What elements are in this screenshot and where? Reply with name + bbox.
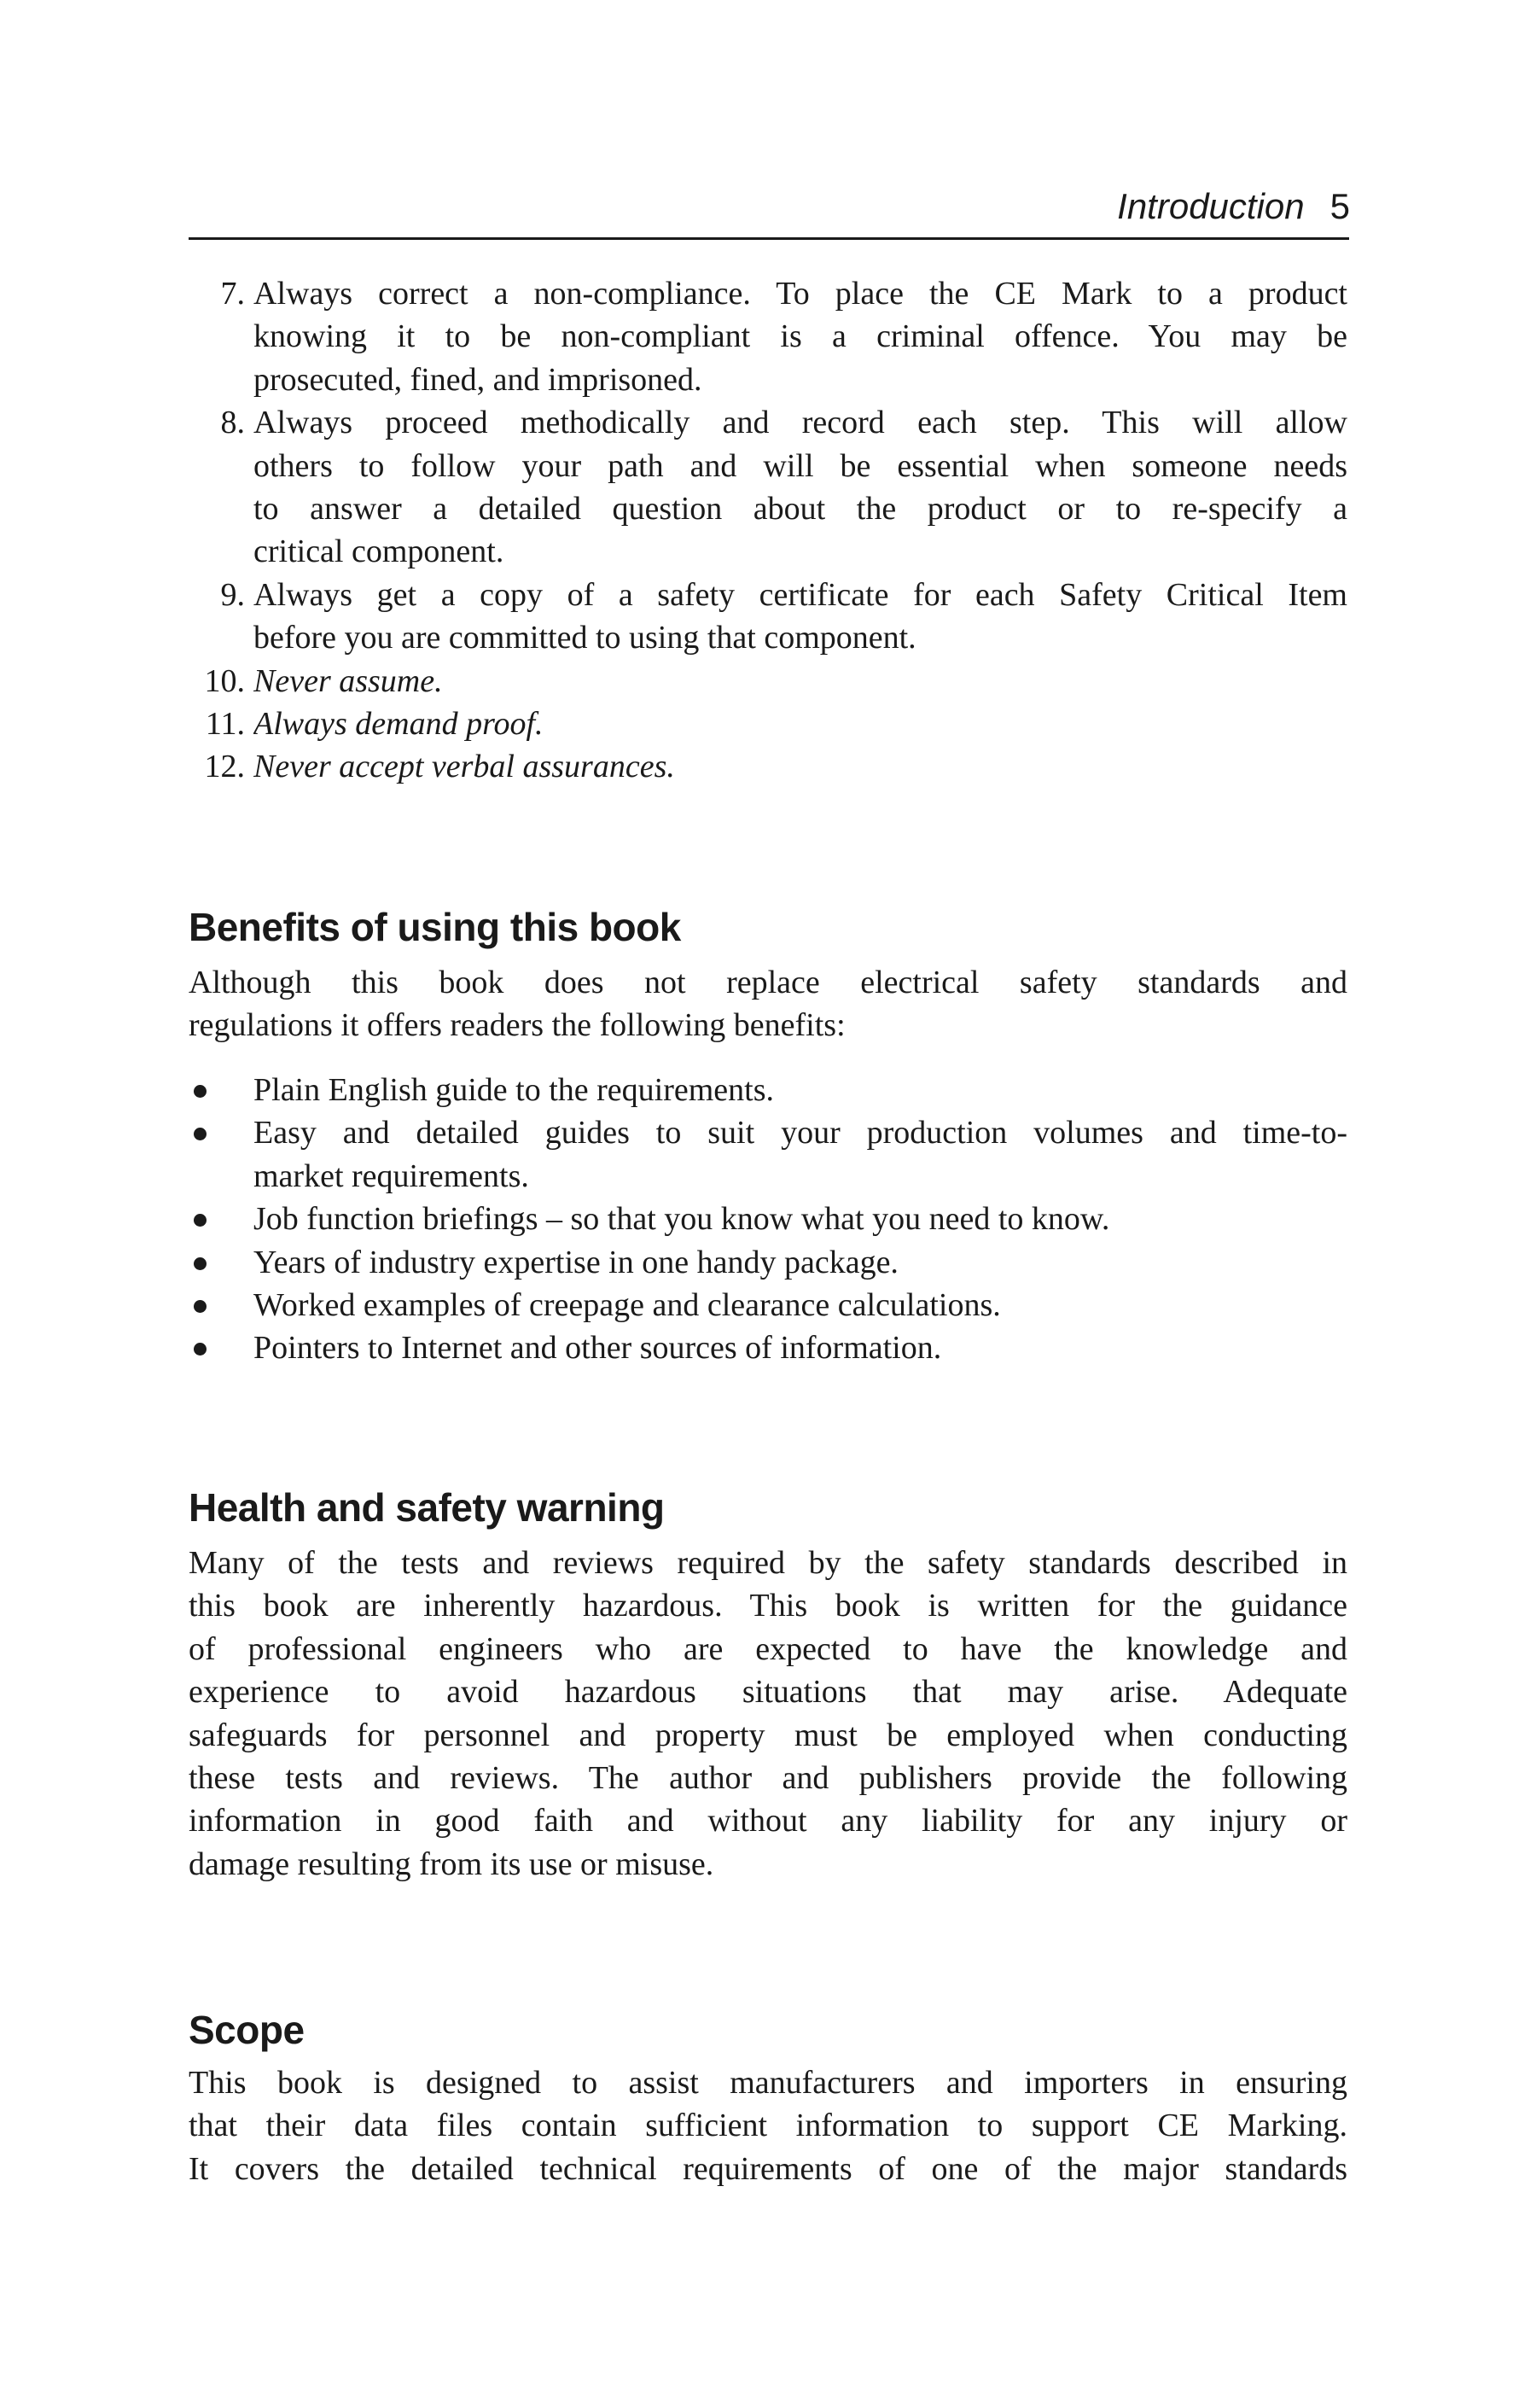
text-line — [189, 660, 1347, 703]
line-text: market requirements. — [253, 1157, 529, 1194]
health-paragraph — [189, 1542, 1347, 1886]
numbered-list-item — [189, 745, 1347, 788]
text-line — [189, 1241, 1347, 1284]
line-text: prosecuted, fined, and imprisoned. — [253, 361, 702, 398]
text-line — [189, 1069, 1347, 1111]
heading-scope: Scope — [189, 2008, 305, 2052]
bullet-icon — [194, 1343, 207, 1356]
line-text: critical component. — [253, 533, 504, 570]
text-line — [189, 272, 1347, 315]
line-text: others to follow your path and will be essential when someone needs — [253, 447, 1347, 484]
benefits-intro — [189, 961, 1347, 1047]
line-text: regulations it offers readers the following benefits: — [189, 1007, 846, 1044]
numbered-list-item — [189, 574, 1347, 660]
line-text: Pointers to Internet and other sources of information. — [253, 1330, 942, 1367]
list-number: 10. — [204, 662, 245, 699]
bullet-icon — [194, 1128, 207, 1140]
text-line — [189, 2148, 1347, 2190]
header-rule — [189, 237, 1349, 240]
text-line — [189, 703, 1347, 745]
list-number: 11. — [205, 705, 245, 742]
bullet-item — [189, 1284, 1347, 1326]
numbered-list-item — [189, 401, 1347, 574]
line-text: Always correct a non-compliance. To place the CE Mark to a product — [253, 276, 1347, 312]
text-line — [189, 616, 1347, 659]
list-number: 9. — [220, 576, 245, 613]
bullet-icon — [194, 1214, 207, 1227]
text-line — [189, 1714, 1347, 1757]
bullet-icon — [194, 1257, 207, 1270]
text-line — [189, 445, 1347, 487]
line-text: Job function briefings – so that you know what you need to know. — [253, 1201, 1110, 1238]
text-line — [189, 1326, 1347, 1369]
line-text: this book are inherently hazardous. This book is written for the guidance — [189, 1588, 1347, 1624]
bullet-item — [189, 1069, 1347, 1111]
line-text: Never accept verbal assurances. — [253, 749, 675, 785]
heading-benefits: Benefits of using this book — [189, 905, 681, 949]
line-text: safeguards for personnel and property must be employed when conducting — [189, 1717, 1347, 1753]
text-line — [189, 1670, 1347, 1713]
benefits-list — [189, 1069, 1347, 1370]
line-text: Although this book does not replace electrical safety standards and — [189, 965, 1347, 1000]
text-line — [189, 2104, 1347, 2147]
line-text: experience to avoid hazardous situations that may arise. Adequate — [189, 1674, 1347, 1711]
bullet-item — [189, 1111, 1347, 1198]
scope-paragraph — [189, 2061, 1347, 2190]
text-line — [189, 1843, 1347, 1886]
bullet-item — [189, 1198, 1347, 1240]
text-line — [189, 1155, 1347, 1198]
line-text: that their data files contain sufficient information to support CE Marking. — [189, 2108, 1347, 2144]
line-text: It covers the detailed technical requirements of one of the major standards — [189, 2150, 1347, 2187]
bullet-icon — [194, 1085, 207, 1098]
bullet-item — [189, 1241, 1347, 1284]
text-line — [189, 487, 1347, 530]
text-line — [189, 1542, 1347, 1584]
text-line — [189, 1111, 1347, 1154]
line-text: Years of industry expertise in one handy package. — [253, 1244, 899, 1280]
text-line — [189, 1584, 1347, 1627]
bullet-icon — [194, 1300, 207, 1313]
line-text: Worked examples of creepage and clearance calculations. — [253, 1286, 1001, 1323]
chapter-title: Introduction — [1117, 186, 1305, 226]
text-line — [189, 1628, 1347, 1670]
line-text: knowing it to be non-compliant is a criminal offence. You may be — [253, 318, 1347, 355]
text-line — [189, 574, 1347, 616]
line-text: of professional engineers who are expected to have the knowledge and — [189, 1630, 1347, 1667]
text-line — [189, 530, 1347, 573]
text-line — [189, 359, 1347, 401]
line-text: to answer a detailed question about the product or to re-specify a — [253, 490, 1347, 527]
list-number: 8. — [220, 405, 245, 441]
text-line — [189, 745, 1347, 788]
line-text: Many of the tests and reviews required by the safety standards described in — [189, 1545, 1347, 1581]
text-line — [189, 1004, 1347, 1047]
bullet-item — [189, 1326, 1347, 1369]
text-line — [189, 401, 1347, 444]
line-text: damage resulting from its use or misuse. — [189, 1845, 714, 1882]
text-line — [189, 1198, 1347, 1240]
line-text: Never assume. — [253, 662, 443, 699]
line-text: before you are committed to using that component. — [253, 620, 916, 656]
line-text: information in good faith and without any liability for any injury or — [189, 1803, 1347, 1840]
line-text: these tests and reviews. The author and publishers provide the following — [189, 1759, 1347, 1796]
numbered-list-item — [189, 660, 1347, 703]
text-line — [189, 2061, 1347, 2104]
text-line — [189, 315, 1347, 358]
text-line — [189, 1799, 1347, 1842]
text-line — [189, 1757, 1347, 1799]
numbered-list-item — [189, 272, 1347, 401]
heading-health-safety: Health and safety warning — [189, 1485, 665, 1530]
list-number: 12. — [204, 749, 245, 785]
numbered-list — [189, 272, 1347, 789]
line-text: Always demand proof. — [253, 705, 544, 742]
page-number: 5 — [1329, 186, 1350, 226]
text-line — [189, 1284, 1347, 1326]
line-text: Easy and detailed guides to suit your production volumes and time-to- — [253, 1115, 1347, 1152]
list-number: 7. — [220, 276, 245, 312]
numbered-list-item — [189, 703, 1347, 745]
line-text: Plain English guide to the requirements. — [253, 1072, 775, 1108]
text-line — [189, 961, 1347, 1004]
line-text: Always get a copy of a safety certificate for each Safety Critical Item — [253, 576, 1347, 613]
line-text: Always proceed methodically and record each step. This will allow — [253, 405, 1347, 441]
line-text: This book is designed to assist manufacturers and importers in ensuring — [189, 2065, 1347, 2101]
running-header — [1117, 186, 1350, 227]
